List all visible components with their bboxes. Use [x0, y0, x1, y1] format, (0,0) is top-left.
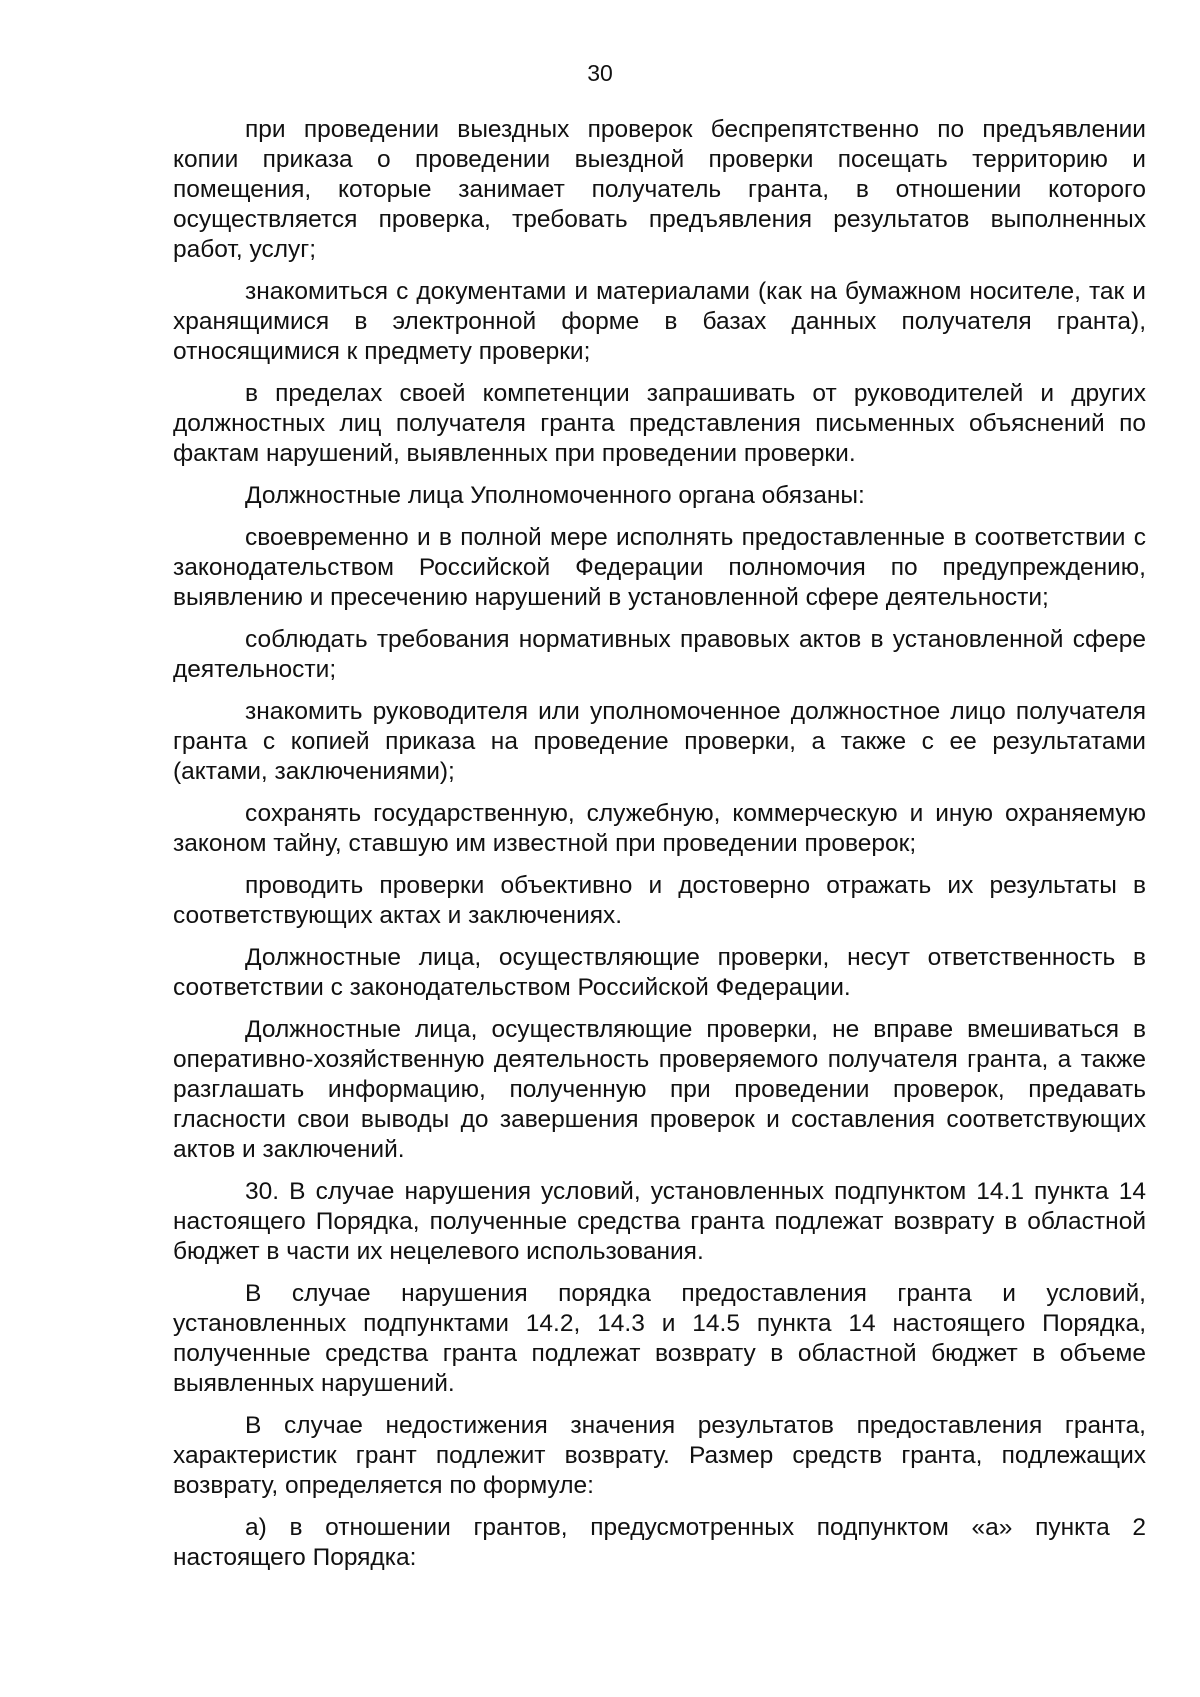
- paragraph-keep-secret: сохранять государственную, служебную, коммерческую и иную охраняемую законом тайну, ставшую им известной при проведении проверок;: [173, 800, 1146, 857]
- paragraph-subitem-a: а) в отношении грантов, предусмотренных подпунктом «а» пункта 2 настоящего Порядка:: [173, 1514, 1146, 1571]
- paragraph-request-explanations: в пределах своей компетенции запрашивать от руководителей и других должностных лиц получателя гранта представления письменных объяснений по фактам нарушений, выявленных при проведении проверки.: [173, 380, 1146, 467]
- paragraph-exercise-powers: своевременно и в полной мере исполнять предоставленные в соответствии с законодательством Российской Федерации полномочия по предупреждению, выявлению и пресечению нарушений в установленной сфере деятельности;: [173, 524, 1146, 611]
- paragraph-non-interference: Должностные лица, осуществляющие проверки, не вправе вмешиваться в оперативно-хозяйственную деятельность проверяемого получателя гранта, а также разглашать информацию, полученную при проведении проверок, предавать гласности свои выводы до завершения проверок и составления соответствующих актов и заключений.: [173, 1016, 1146, 1163]
- paragraph-non-achievement: В случае недостижения значения результатов предоставления гранта, характеристик грант подлежит возврату. Размер средств гранта, подлежащих возврату, определяется по формуле:: [173, 1412, 1146, 1499]
- document-body: [173, 115, 1146, 1585]
- paragraph-violation-return: В случае нарушения порядка предоставления гранта и условий, установленных подпунктами 14.2, 14.3 и 14.5 пункта 14 настоящего Порядка, полученные средства гранта подлежат возврату в областной бюджет в объеме выявленных нарушений.: [173, 1280, 1146, 1397]
- paragraph-objective-checks: проводить проверки объективно и достоверно отражать их результаты в соответствующих актах и заключениях.: [173, 872, 1146, 929]
- paragraph-documents-review: знакомиться с документами и материалами (как на бумажном носителе, так и хранящимися в электронной форме в базах данных получателя гранта), относящимися к предмету проверки;: [173, 278, 1146, 365]
- paragraph-acquaint-head: знакомить руководителя или уполномоченное должностное лицо получателя гранта с копией приказа на проведение проверки, а также с ее результатами (актами, заключениями);: [173, 698, 1146, 785]
- paragraph-comply-requirements: соблюдать требования нормативных правовых актов в установленной сфере деятельности;: [173, 626, 1146, 683]
- paragraph-inspection-access: при проведении выездных проверок беспрепятственно по предъявлении копии приказа о проведении выездной проверки посещать территорию и помещения, которые занимает получатель гранта, в отношении которого осуществляется проверка, требовать предъявления результатов выполненных работ, услуг;: [173, 116, 1146, 263]
- paragraph-responsibility: Должностные лица, осуществляющие проверки, несут ответственность в соответствии с законодательством Российской Федерации.: [173, 944, 1146, 1001]
- paragraph-officials-obliged: Должностные лица Уполномоченного органа обязаны:: [245, 482, 865, 509]
- paragraph-item-30: 30. В случае нарушения условий, установленных подпунктом 14.1 пункта 14 настоящего Порядка, полученные средства гранта подлежат возврату в областной бюджет в части их нецелевого использования.: [173, 1178, 1146, 1265]
- page-number: 30: [587, 60, 613, 86]
